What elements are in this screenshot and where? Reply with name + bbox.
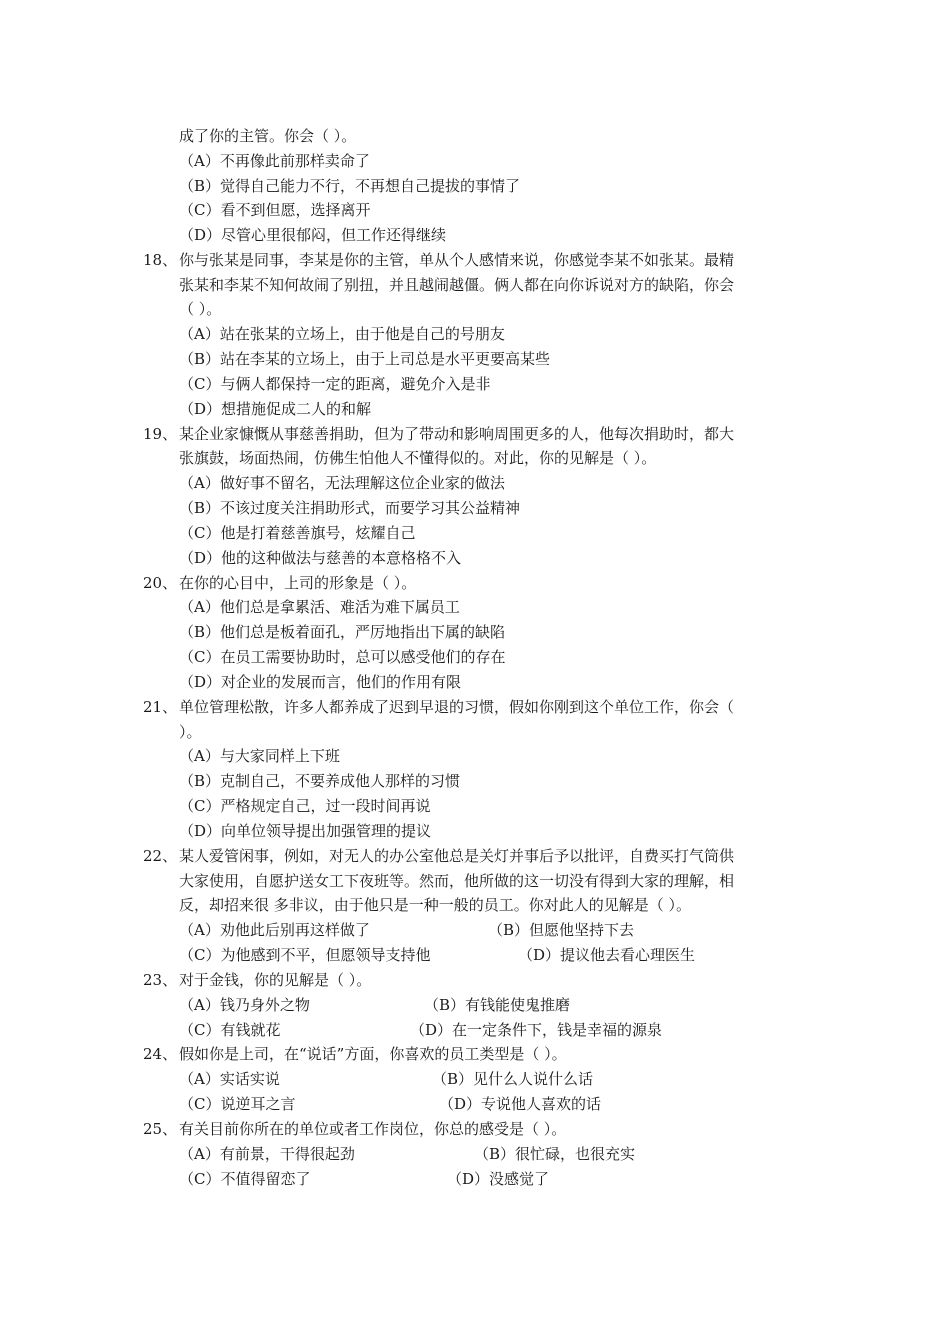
q20-number: 20、 [143,574,178,592]
q24-option-a: （A）实话实说 [179,1070,280,1088]
q25-option-c: （C）不值得留恋了 [179,1170,311,1188]
q22-option-b: （B）但愿他坚持下去 [488,921,635,939]
q21-option-a: （A）与大家同样上下班 [179,747,340,765]
q24-option-d: （D）专说他人喜欢的话 [439,1095,602,1113]
q18-text-line: （ ）。 [179,300,222,318]
q18-option-a: （A）站在张某的立场上，由于他是自己的号朋友 [179,325,505,343]
q18-option-b: （B）站在李某的立场上，由于上司总是水平更要高某些 [179,350,551,368]
q22-option-d: （D）提议他去看心理医生 [518,946,696,964]
q17-option-d: （D）尽管心里很郁闷，但工作还得继续 [179,226,447,244]
q20-option-d: （D）对企业的发展而言，他们的作用有限 [179,673,462,691]
q21-text-line: 单位管理松散，许多人都养成了迟到早退的习惯，假如你刚到这个单位工作，你会（ [179,698,735,716]
q23-number: 23、 [143,971,178,989]
q19-text-line: 张旗鼓，场面热闹，仿佛生怕他人不懂得似的。对此，你的见解是（ ）。 [179,449,657,467]
q19-option-a: （A）做好事不留名，无法理解这位企业家的做法 [179,474,505,492]
q22-text-line: 某人爱管闲事，例如，对无人的办公室他总是关灯并事后予以批评，自费买打气筒供 [179,847,735,865]
q17-option-a: （A）不再像此前那样卖命了 [179,152,370,170]
q25-option-d: （D）没感觉了 [447,1170,550,1188]
q24-option-c: （C）说逆耳之言 [179,1095,296,1113]
q24-option-b: （B）见什么人说什么话 [432,1070,594,1088]
q23-option-c: （C）有钱就花 [179,1021,281,1039]
q21-option-c: （C）严格规定自己，过一段时间再说 [179,797,431,815]
q25-option-a: （A）有前景，干得很起劲 [179,1145,355,1163]
q21-number: 21、 [143,698,178,716]
q23-option-a: （A）钱乃身外之物 [179,996,310,1014]
q19-text-line: 某企业家慷慨从事慈善捐助，但为了带动和影响周围更多的人，他每次捐助时，都大 [179,425,735,443]
q18-option-d: （D）想措施促成二人的和解 [179,400,372,418]
q20-option-a: （A）他们总是拿累活、难活为难下属员工 [179,598,460,616]
q21-option-d: （D）向单位领导提出加强管理的提议 [179,822,432,840]
q23-text-line: 对于金钱，你的见解是（ ）。 [179,971,372,989]
q23-option-b: （B）有钱能使鬼推磨 [424,996,571,1014]
q18-number: 18、 [143,251,178,269]
q21-option-b: （B）克制自己，不要养成他人那样的习惯 [179,772,461,790]
q18-text-line: 你与张某是同事，李某是你的主管，单从个人感情来说，你感觉李某不如张某。最精 [179,251,735,269]
q25-number: 25、 [143,1120,178,1138]
q22-option-a: （A）劝他此后别再这样做了 [179,921,370,939]
q22-text-line: 反，却招来很 多非议，由于他只是一种一般的员工。你对此人的见解是（ ）。 [179,896,692,914]
q24-text-line: 假如你是上司，在“说话”方面，你喜欢的员工类型是（ ）。 [179,1045,567,1063]
q20-option-b: （B）他们总是板着面孔，严厉地指出下属的缺陷 [179,623,506,641]
q18-option-c: （C）与俩人都保持一定的距离，避免介入是非 [179,375,491,393]
q18-text-line: 张某和李某不知何故闹了别扭，并且越闹越僵。俩人都在向你诉说对方的缺陷，你会 [179,276,735,294]
q20-option-c: （C）在员工需要协助时，总可以感受他们的存在 [179,648,506,666]
q25-option-b: （B）很忙碌，也很充实 [474,1145,636,1163]
q19-option-c: （C）他是打着慈善旗号，炫耀自己 [179,524,416,542]
q20-text-line: 在你的心目中，上司的形象是（ ）。 [179,574,417,592]
q23-option-d: （D）在一定条件下，钱是幸福的源泉 [410,1021,663,1039]
q19-number: 19、 [143,425,178,443]
q22-option-c: （C）为他感到不平，但愿领导支持他 [179,946,431,964]
q17-option-b: （B）觉得自己能力不行，不再想自己提拔的事情了 [179,177,521,195]
q19-option-b: （B）不该过度关注捐助形式，而要学习其公益精神 [179,499,521,517]
q24-number: 24、 [143,1045,178,1063]
q17-text-line: 成了你的主管。你会（ ）。 [179,127,357,145]
q22-number: 22、 [143,847,178,865]
q22-text-line: 大家使用，自愿护送女工下夜班等。然而，他所做的这一切没有得到大家的理解，相 [179,872,735,890]
q25-text-line: 有关目前你所在的单位或者工作岗位，你总的感受是（ ）。 [179,1120,567,1138]
q19-option-d: （D）他的这种做法与慈善的本意格格不入 [179,549,462,567]
q21-text-line: ）。 [179,723,202,741]
q17-option-c: （C）看不到但愿，选择离开 [179,201,371,219]
